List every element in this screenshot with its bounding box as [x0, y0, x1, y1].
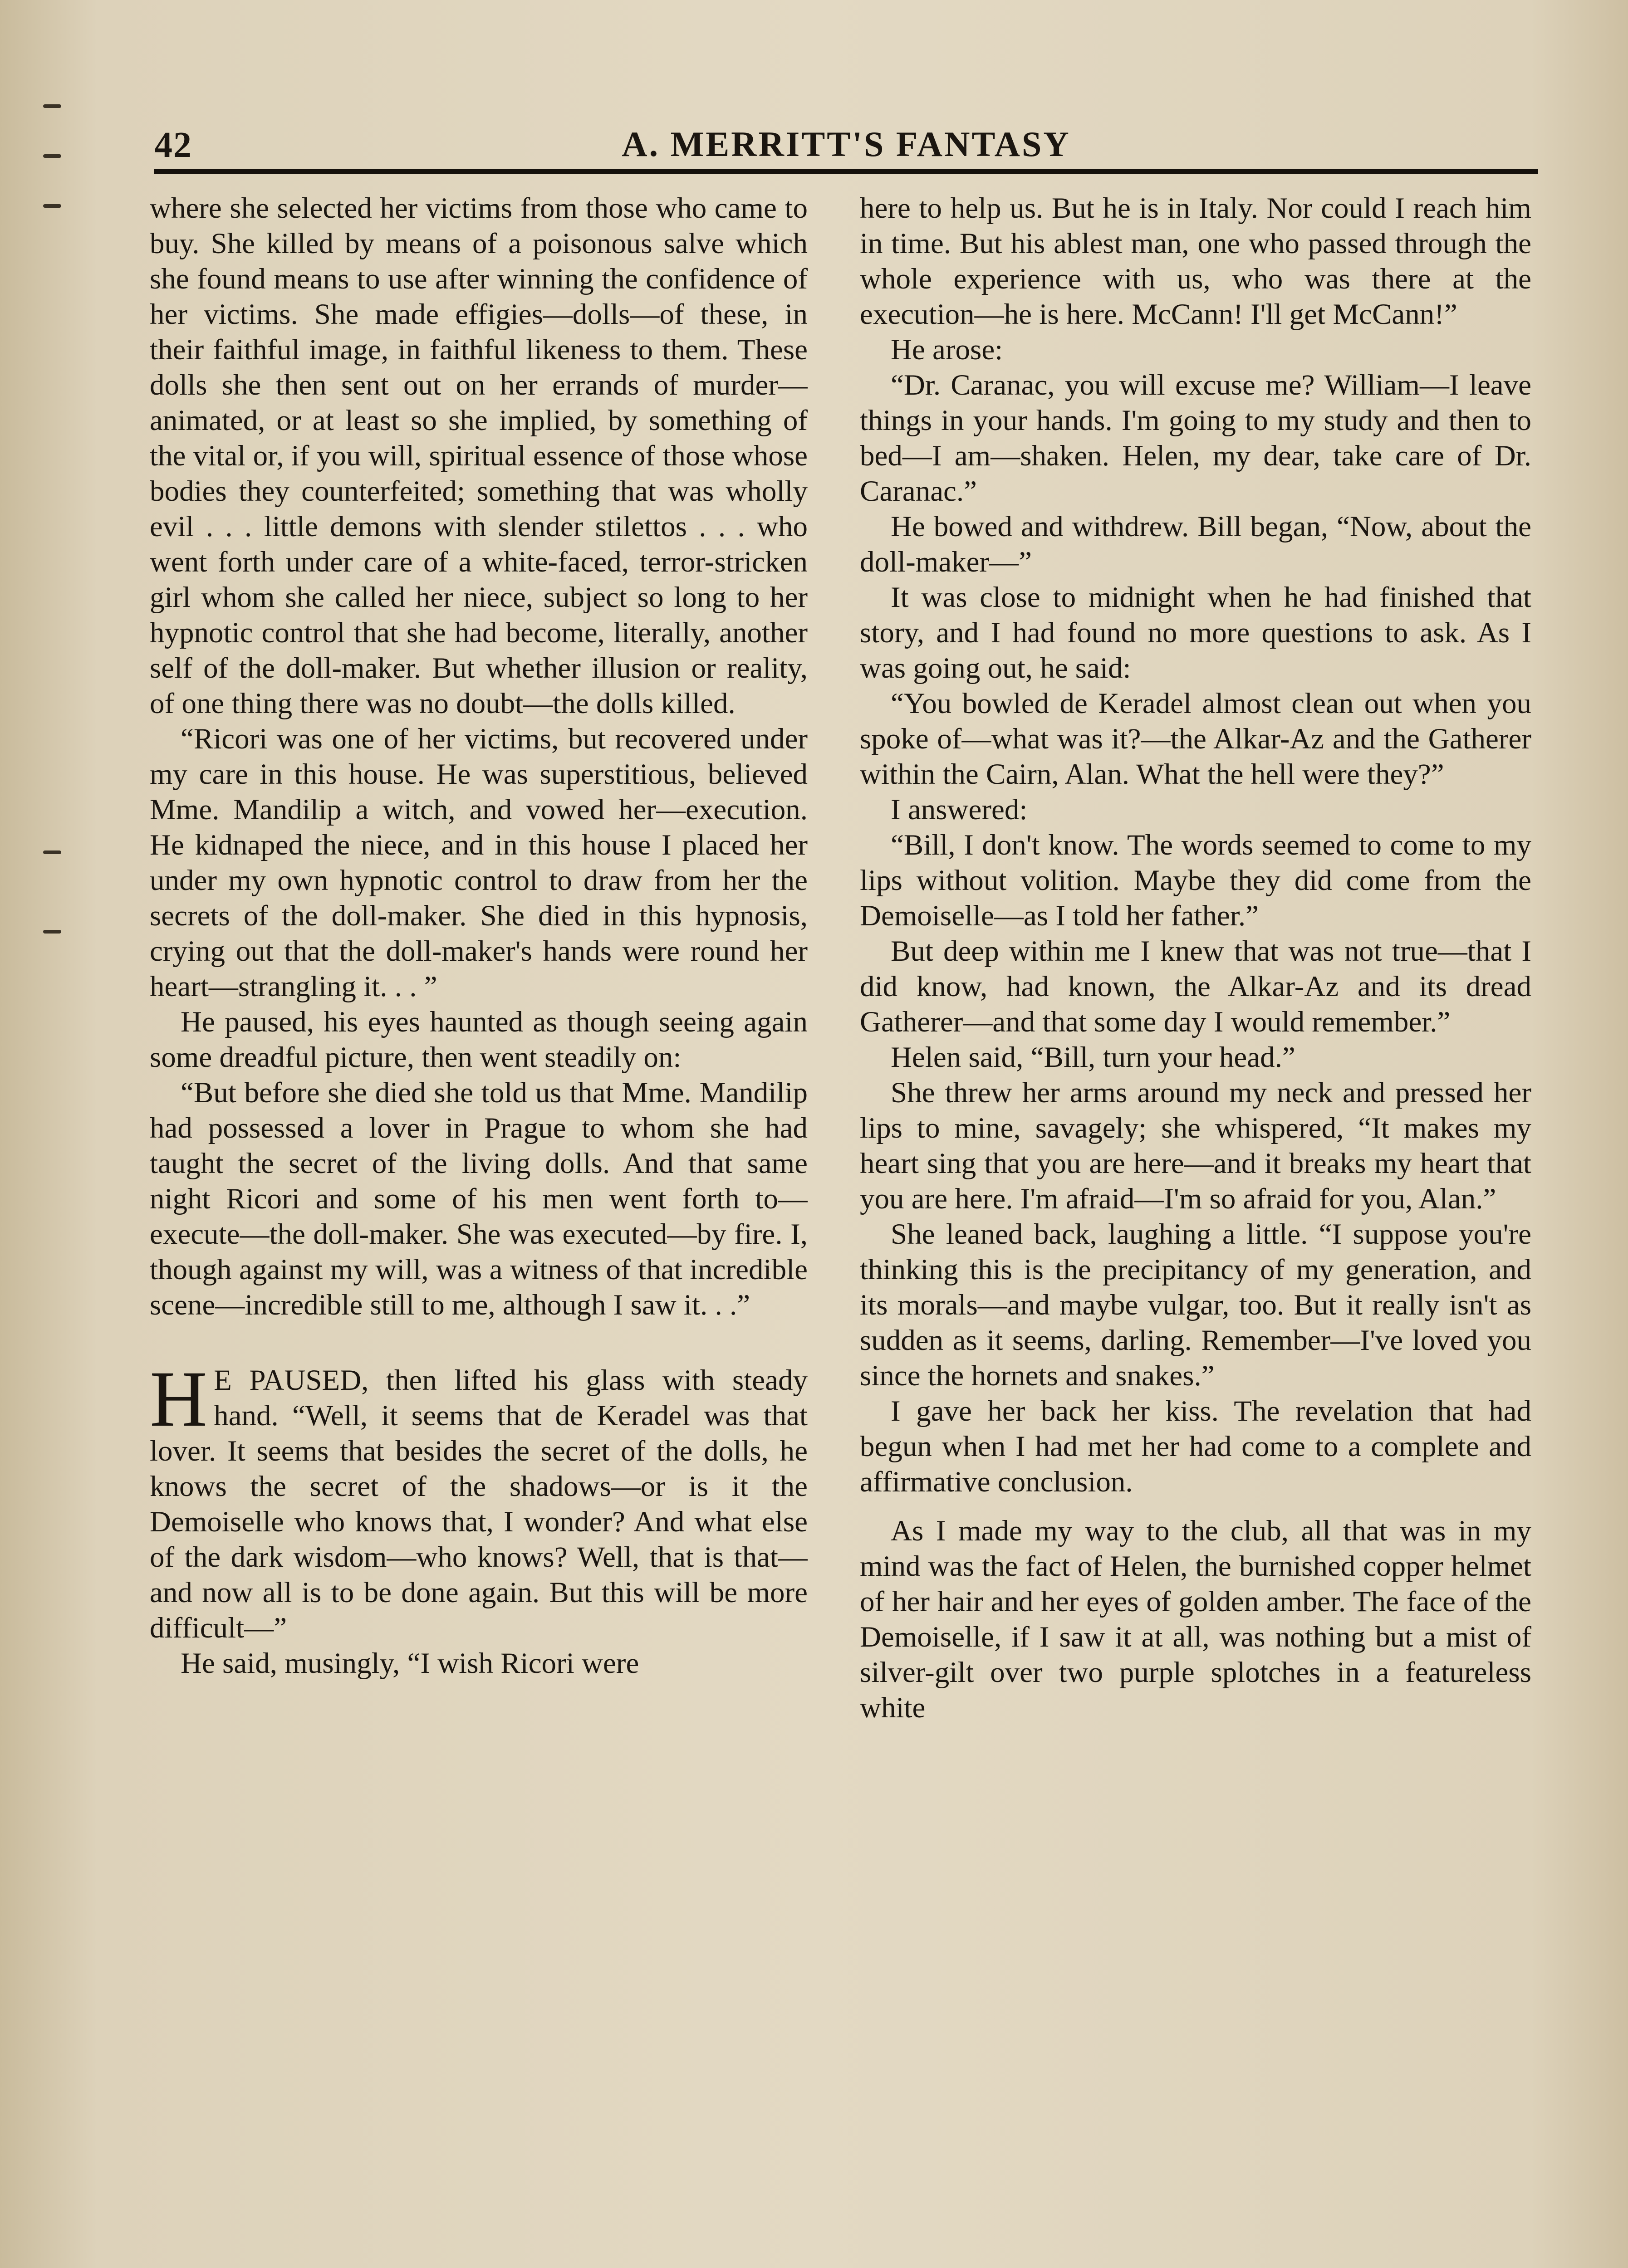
paragraph: She threw her arms around my neck and pressed her lips to mine, savagely; she whispered, “It makes my heart sing that you are here—and it breaks my heart that you are here. I'm afraid—I'm so afraid for you, Alan.”: [860, 1076, 1531, 1215]
page-number: 42: [154, 125, 192, 165]
paragraph: “You bowled de Keradel almost clean out when you spoke of—what was it?—the Alkar-Az and the Gatherer within the Cairn, Alan. What the hell were they?”: [860, 687, 1531, 791]
paragraph: He paused, his eyes haunted as though seeing again some dreadful picture, then went steadily on:: [150, 1006, 808, 1074]
paragraph: It was close to midnight when he had finished that story, and I had found no more questions to ask. As I was going out, he said:: [860, 581, 1531, 684]
paragraph: “But before she died she told us that Mme. Mandilip had possessed a lover in Prague to whom she had taught the secret of the living dolls. And that same night Ricori and some of his men went forth to—execute—the doll-maker. She was executed—by fire. I, though against my will, was a witness of that incredible scene—incredible still to me, although I saw it. . .”: [150, 1076, 808, 1321]
binding-mark: [43, 930, 61, 934]
paragraph: I answered:: [891, 793, 1028, 826]
paragraph: He arose:: [891, 333, 1003, 366]
right-column: [860, 191, 1531, 2268]
binding-mark: [43, 154, 61, 158]
binding-mark: [43, 104, 61, 108]
paragraph: He said, musingly, “I wish Ricori were: [181, 1647, 639, 1680]
binding-mark: [43, 204, 61, 208]
left-column: [150, 191, 808, 2268]
paragraph: “Dr. Caranac, you will excuse me? William—I leave things in your hands. I'm going to my study and then to bed—I am—shaken. Helen, my dear, take care of Dr. Caranac.”: [860, 369, 1531, 508]
section-break: [150, 1323, 808, 1363]
paragraph: “Bill, I don't know. The words seemed to come to my lips without volition. Maybe they did come from the Demoiselle—as I told her father.”: [860, 829, 1531, 932]
paragraph: He bowed and withdrew. Bill began, “Now, about the doll-maker—”: [860, 510, 1531, 578]
paragraph: But deep within me I knew that was not true—that I did know, had known, the Alkar-Az and its dread Gatherer—and that some day I would remember.”: [860, 935, 1531, 1038]
paragraph: As I made my way to the club, all that was in my mind was the fact of Helen, the burnished copper helmet of her hair and her eyes of golden amber. The face of the Demoiselle, if I saw it at all, was nothing but a mist of silver-gilt over two purple splotches in a featureless white: [860, 1515, 1531, 1724]
page-header: [154, 116, 1538, 168]
section-break: [860, 1500, 1531, 1513]
paragraph: I gave her back her kiss. The revelation that had begun when I had met her had come to a complete and affirmative conclusion.: [860, 1395, 1531, 1498]
binding-mark: [43, 850, 61, 854]
paragraph: where she selected her victims from those who came to buy. She killed by means of a poisonous salve which she found means to use after winning the confidence of her victims. She made effigies—dolls—of these, in their faithful image, in faithful likeness to them. These dolls she then sent out on her errands of murder—animated, or at least so she implied, by something of the vital or, if you will, spiritual essence of those whose bodies they counterfeited; something that was wholly evil . . . little demons with slender stilettos . . . who went forth under care of a white-faced, terror-stricken girl whom she called her niece, subject so long to her hypnotic control that she had become, literally, another self of the doll-maker. But whether illusion or reality, of one thing there was no doubt—the dolls killed.: [150, 192, 808, 720]
paragraph: Helen said, “Bill, turn your head.”: [891, 1041, 1295, 1074]
header-rule: [154, 169, 1538, 174]
section-opening-paragraph: HE PAUSED, then lifted his glass with steady hand. “Well, it seems that de Keradel was that lover. It seems that besides the secret of the dolls, he knows the secret of the shadows—or is it the Demoiselle who knows that, I wonder? And what else of the dark wisdom—who knows? Well, that is that—and now all is to be done again. But this will be more difficult—”: [150, 1355, 808, 1644]
running-title: A. MERRITT'S FANTASY: [622, 124, 1071, 164]
paragraph: here to help us. But he is in Italy. Nor could I reach him in time. But his ablest man, one who passed through the whole experience with us, who was there at the execution—he is here. McCann! I'll get McCann!”: [860, 192, 1531, 331]
paragraph: She leaned back, laughing a little. “I suppose you're thinking this is the precipitancy of my generation, and its morals—and maybe vulgar, too. But it really isn't as sudden as it seems, darling. Remember—I've loved you since the hornets and snakes.”: [860, 1218, 1531, 1392]
paragraph: “Ricori was one of her victims, but recovered under my care in this house. He was superstitious, believed Mme. Mandilip a witch, and vowed her—execution. He kidnaped the niece, and in this house I placed her under my own hypnotic control to draw from her the secrets of the doll-maker. She died in this hypnosis, crying out that the doll-maker's hands were round her heart—strangling it. . . ”: [150, 723, 808, 1003]
